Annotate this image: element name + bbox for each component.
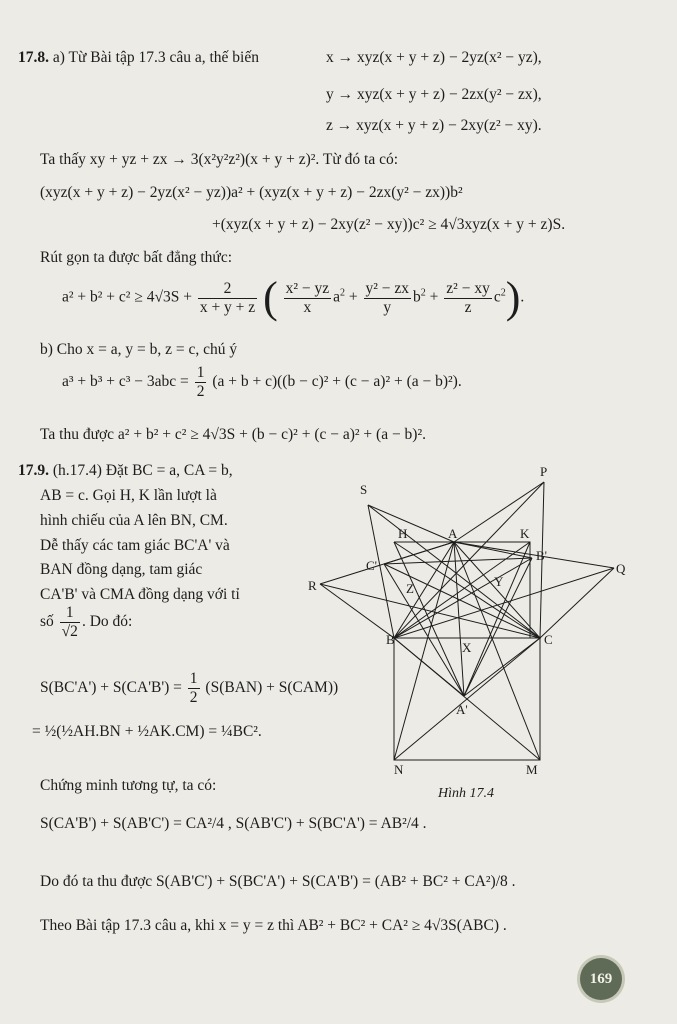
part-b-result: Ta thu được a² + b² + c² ≥ 4√3S + (b − c)² + (c − a)² + (a − b)². [40,426,426,443]
left-paren: ( [263,273,278,322]
term-2: $\frac{\text{y² − zx}}{y}$ [365,279,410,316]
segment-c-a1 [464,638,540,696]
exercise-number: 17.8. [18,49,49,66]
point-label-b: B [386,632,395,647]
figure-lines [320,482,614,760]
substitution-y: y → xyz(x + y + z) − 2zx(y² − zx), [326,86,542,103]
ratio-fraction: $\frac{1}{√2}$ [61,603,78,640]
part-a-intro: a) Từ Bài tập 17.3 câu a, thế biến [52,49,259,66]
one-half: $\frac{1}{2}$ [189,669,198,706]
exercise-17-9-line-1: 17.9. (h.17.4) Đặt BC = a, CA = b, [18,462,233,479]
reduced-inequality: a² + b² + c² ≥ 4√3S + $\frac{2}{x + y + z}$ ( $\frac{\text{x² − yz}}{x}$ $a^2$ + $\frac{\text{y² − zx}}{y}$ $b^2$ + $\frac{\text{z² − xy}}{z}$ $c^2$). [62,273,525,322]
exercise-17-9-line-2: AB = c. Gọi H, K lần lượt là [40,487,217,504]
part-b-intro: b) Cho x = a, y = b, z = c, chú ý [40,341,238,358]
area-sum-line-2: = ½(½AH.BN + ½AK.CM) = ¼BC². [32,723,262,740]
segment-c1-a [384,542,454,564]
equation-line-2: +(xyz(x + y + z) − 2xy(z² − xy))c² ≥ 4√3xyz(x + y + z)S. [212,216,566,233]
exercise-17-9-line-7: số $\frac{1}{√2}$ . Do đó: [40,603,133,640]
point-label-b1: B' [536,548,548,563]
inequality-lhs: a² + b² + c² ≥ 4√3S + [62,288,192,306]
term-3: $\frac{\text{z² − xy}}{z}$ [446,279,490,316]
cubic-lhs: a³ + b³ + c³ − 3abc = [62,373,189,390]
segment-r-b [320,584,394,638]
point-label-a: A [448,526,458,541]
substitution-z: z → xyz(x + y + z) − 2xy(z² − xy). [326,117,542,134]
segment-q-c [540,568,614,638]
point-label-p: P [540,464,548,479]
equation-line-1: (xyz(x + y + z) − 2yz(x² − yz))a² + (xyz(x + y + z) − 2zx(y² − zx))b² [40,184,463,201]
exercise-17-9-line-6: CA'B' và CMA đồng dạng với tỉ [40,586,240,603]
reduce-line: Rút gọn ta được bất đẳng thức: [40,249,233,266]
point-label-y: Y [494,574,504,589]
one-half: $\frac{1}{2}$ [196,363,205,400]
point-label-c: C [544,632,553,647]
geometry-figure [300,462,630,802]
area-sum-line-3: S(CA'B') + S(AB'C') = CA²/4 , S(AB'C') + S(BC'A') = AB²/4 . [40,815,427,832]
point-label-k: K [520,526,530,541]
point-label-a1: A' [456,702,468,717]
segment-s-a [368,505,454,542]
point-label-c1: C' [366,558,378,573]
segment-c1-a1 [384,564,464,696]
figure-caption: Hình 17.4 [438,786,494,801]
exercise-17-8-header [18,48,259,68]
segment-p-a [454,482,544,542]
point-label-h: H [398,526,408,541]
final-conclusion: Theo Bài tập 17.3 câu a, khi x = y = z thì AB² + BC² + CA² ≥ 4√3S(ABC) . [40,917,507,934]
fraction-2-over-sum: $\frac{2}{x + y + z}$ [199,279,256,316]
exercise-17-9-line-3: hình chiếu của A lên BN, CM. [40,512,228,529]
cubic-identity [62,362,462,402]
point-label-n: N [394,762,404,777]
point-label-m: M [526,762,538,777]
area-sum-line-1: S(BC'A') + S(CA'B') = $\frac{1}{2}$ (S(BAN) + S(CAM)) [40,669,339,706]
point-label-q: Q [616,561,626,576]
point-label-r: R [308,578,317,593]
area-sum-total: Do đó ta thu được S(AB'C') + S(BC'A') + S(CA'B') = (AB² + BC² + CA²)/8 . [40,873,516,890]
segment-c1-b1 [384,558,532,564]
point-label-x: X [462,640,472,655]
exercise-number: 17.9. [18,462,49,479]
segment-s-c [368,505,540,638]
page-number-badge: 169 [580,958,622,1000]
similar-line: Chứng minh tương tự, ta có: [40,777,217,794]
segment-c1-c [384,564,540,638]
cubic-rhs: (a + b + c)((b − c)² + (c − a)² + (a − b)²). [212,373,462,390]
segment-b1-b [394,558,532,638]
point-label-s: S [360,482,368,497]
point-label-z: Z [406,581,414,596]
segment-q-a [454,542,614,568]
segment-a-n [394,542,454,760]
exercise-17-9-line-4: Dễ thấy các tam giác BC'A' và [40,537,230,554]
observation-line: Ta thấy xy + yz + zx → 3(x²y²z²)(x + y + z)². Từ đó ta có: [40,151,399,168]
term-1: $\frac{\text{x² − yz}}{x}$ [285,279,330,316]
right-paren: ) [505,273,521,322]
exercise-17-9-line-5: BAN đồng dạng, tam giác [40,561,203,578]
substitution-x: x → xyz(x + y + z) − 2yz(x² − yz), [326,49,542,66]
